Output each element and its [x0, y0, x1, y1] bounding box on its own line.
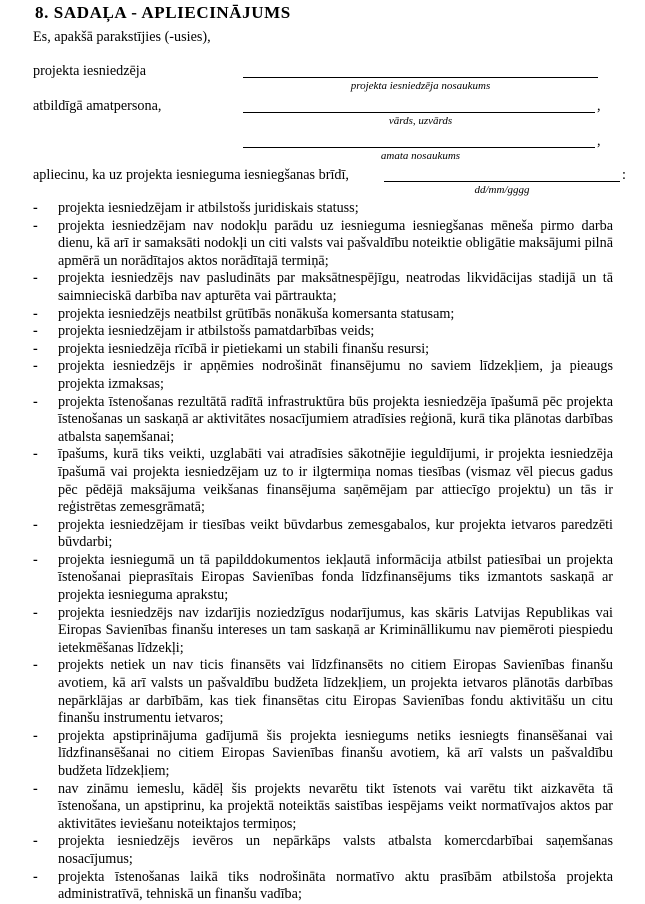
statement-item: [33, 341, 613, 359]
date-field[interactable]: [384, 181, 620, 182]
statement-item: [33, 446, 613, 516]
position-field[interactable]: [243, 147, 595, 148]
position-caption: amata nosaukums: [380, 150, 461, 162]
bullet-dash: -: [33, 446, 38, 463]
statement-item: [33, 657, 613, 727]
statement-item: [33, 869, 613, 904]
bullet-dash: -: [33, 551, 38, 568]
bullet-dash: -: [33, 516, 38, 533]
bullet-dash: -: [33, 305, 38, 322]
position-comma: ,: [597, 133, 601, 149]
bullet-dash: -: [33, 727, 38, 744]
bullet-dash: -: [33, 358, 38, 375]
statement-text: projekta iesniegumā un tā papilddokumentos iekļautā informācija atbilst patiesībai un projekta īstenošanai pieprasītais Eiropas Savienības fonda līdzfinansējums tiks izmantots saskaņā ar projekta iesnieguma aprakstu;: [58, 551, 613, 604]
statement-text: projekts netiek un nav ticis finansēts vai līdzfinansēts no citiem Eiropas Savienības finanšu avotiem, kā arī valsts un pašvaldību budžeta līdzekļiem, un projekta ietvaros plānotās darbības nepārklājas ar darbībām, kas tiek finansētas citu Eiropas Savienības fondu aktivitāšu un citu finanšu instrumentu ietvaros;: [58, 657, 613, 727]
statement-text: projekta iesniedzējam ir atbilstošs pamatdarbības veids;: [58, 323, 375, 340]
bullet-dash: -: [33, 657, 38, 674]
section-title: 8. SADAĻA - APLIECINĀJUMS: [35, 3, 291, 22]
statement-text: projekta iesniedzējs nav pasludināts par maksātnespējīgu, neatrodas likvidācijas stadijā un tā saimnieciskā darbība nav apturēta vai pārtraukta;: [58, 270, 613, 304]
statements-list: [33, 200, 613, 904]
statement-text: projekta īstenošanas rezultātā radītā infrastruktūra būs projekta iesniedzēja īpašumā pēc projekta īstenošanas un saskaņā ar aktivitātes nosacījumiem atradīsies reģionā, kurā tika plānotas darbības atbalsta saņemšanai;: [58, 393, 613, 445]
statement-item: [33, 394, 613, 447]
name-comma: ,: [597, 98, 601, 114]
statement-text: īpašums, kurā tiks veikti, uzglabāti vai atradīsies sākotnējie ieguldījumi, ir projekta iesniedzēja īpašumā vai projekta iesniedzējam uz to ir ilgtermiņa nomas tiesības (vismaz vēl piecus gadus pēc pēdējā maksājuma veikšanas finansējuma saņēmējam par attiecīgo projektu) un tās ir reģistrētas zemesgrāmatā;: [58, 446, 613, 516]
date-colon: :: [622, 167, 626, 183]
statement-text: projekta iesniedzējs neatbilst grūtībās nonākuša komersanta statusam;: [58, 305, 455, 322]
statement-item: [33, 270, 613, 305]
statement-text: projekta apstiprinājuma gadījumā šis projekta iesniegums netiks iesniegts finansēšanai vai līdzfinansēšanai no citiem Eiropas Savienības finanšu avotiem, kā arī valsts un pašvaldību budžeta līdzekļiem;: [58, 727, 613, 779]
date-caption: dd/mm/gggg: [474, 184, 530, 196]
bullet-dash: -: [33, 323, 38, 340]
certify-label: apliecinu, ka uz projekta iesnieguma iesniegšanas brīdī,: [33, 167, 349, 183]
statement-item: [33, 218, 613, 271]
applicant-name-field[interactable]: [243, 77, 598, 78]
statement-item: [33, 200, 613, 218]
statement-item: [33, 781, 613, 834]
bullet-dash: -: [33, 868, 38, 885]
bullet-dash: -: [33, 604, 38, 621]
statement-text: projekta iesniedzēja rīcībā ir pietiekami un stabili finanšu resursi;: [58, 340, 430, 357]
statement-text: projekta iesniedzējs ir apņēmies nodrošināt finansējumu no saviem līdzekļiem, ja pieaugs projekta izmaksas;: [58, 358, 613, 392]
statement-text: projekta iesniedzējam ir tiesības veikt būvdarbus zemesgabalos, kur projekta ietvaros paredzēti būvdarbi;: [58, 516, 613, 551]
statement-text: projekta iesniedzējam ir atbilstošs juridiskais statuss;: [58, 200, 359, 216]
name-caption: vārds, uzvārds: [388, 115, 453, 127]
applicant-label: projekta iesniedzēja: [33, 63, 147, 79]
official-label: atbildīgā amatpersona,: [33, 98, 162, 114]
official-name-field[interactable]: [243, 112, 595, 113]
statement-item: [33, 323, 613, 341]
bullet-dash: -: [33, 340, 38, 357]
statement-item: [33, 358, 613, 393]
bullet-dash: -: [33, 217, 38, 234]
statement-item: [33, 517, 613, 552]
statement-text: nav zināmu iemeslu, kādēļ šis projekts nevarētu tikt īstenots vai varētu tikt aizkavēta tā īstenošana, un apstiprinu, ka projektā noteiktās saistības iespējams veikt normatīvajos aktos par aktivitātes ieviešanu noteiktajos termiņos;: [58, 780, 613, 832]
statement-text: projekta īstenošanas laikā tiks nodrošināta normatīvo aktu prasībām atbilstoša projekta administratīvā, tehniskā un finanšu vadība;: [58, 868, 613, 903]
bullet-dash: -: [33, 200, 38, 216]
bullet-dash: -: [33, 780, 38, 797]
intro-text: Es, apakšā parakstījies (-usies),: [33, 29, 211, 45]
statement-item: [33, 833, 613, 868]
bullet-dash: -: [33, 270, 38, 287]
statement-text: projekta iesniedzējs nav izdarījis noziedzīgus nodarījumus, kas skāris Latvijas Republikas vai Eiropas Savienības finanšu intereses un tam saskaņā ar Krimināllikumu nav piemēroti piespiedu ietekmēšanas līdzekļi;: [58, 604, 613, 656]
applicant-caption: projekta iesniedzēja nosaukums: [350, 80, 491, 92]
statement-item: [33, 605, 613, 658]
statement-text: projekta iesniedzējs ievēros un nepārkāps valsts atbalsta komercdarbībai saņemšanas nosacījumus;: [58, 833, 613, 867]
bullet-dash: -: [33, 393, 38, 410]
statement-item: [33, 552, 613, 605]
statement-item: [33, 306, 613, 324]
bullet-dash: -: [33, 833, 38, 850]
statement-text: projekta iesniedzējam nav nodokļu parādu uz iesnieguma iesniegšanas mēneša pirmo darba dienu, kā arī ir samaksāti nodokļi un citi valsts vai pašvaldību noteiktie obligātie maksājumi pilnā apmērā un norādītajos aktos norādītajā termiņā;: [58, 217, 613, 269]
statement-item: [33, 728, 613, 781]
